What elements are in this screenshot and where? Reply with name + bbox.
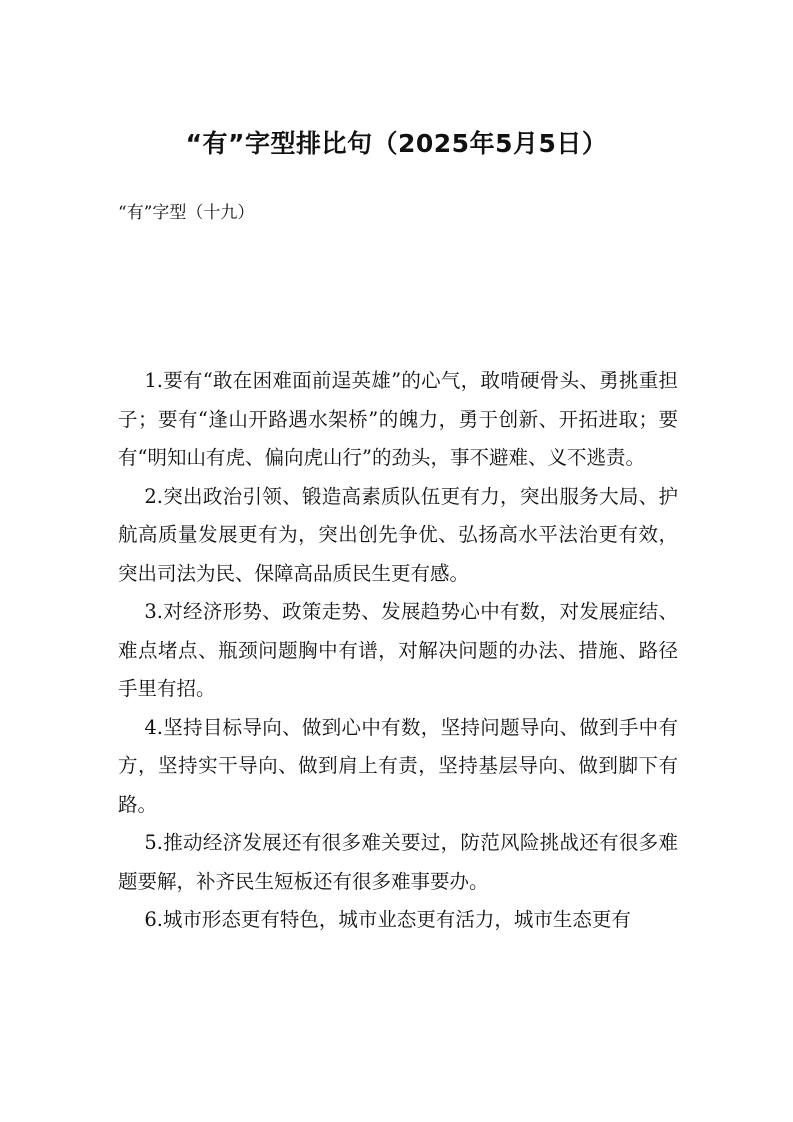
document-title: “有”字型排比句（2025年5月5日） (185, 129, 608, 158)
paragraph-2: 2.突出政治引领、锻造高素质队伍更有力，突出服务大局、护航高质量发展更有为，突出创先争优、弘扬高水平法治更有效，突出司法为民、保障高品质民生更有感。 (118, 484, 678, 585)
paragraph-6: 6.城市形态更有特色，城市业态更有活力，城市生态更有 (144, 908, 631, 931)
paragraph-4: 4.坚持目标导向、做到心中有数，坚持问题导向、做到手中有方，坚持实干导向、做到肩上有责，坚持基层导向、做到脚下有路。 (118, 715, 678, 816)
paragraph-1: 1.要有“敢在困难面前逞英雄”的心气，敢啃硬骨头、勇挑重担子；要有“逢山开路遇水架桥”的魄力，勇于创新、开拓进取；要有“明知山有虎、偏向虎山行”的劲头，事不避难、义不逃责。 (118, 369, 678, 469)
document-subtitle: “有”字型（十九） (118, 203, 255, 223)
paragraph-5: 5.推动经济发展还有很多难关要过，防范风险挑战还有很多难题要解，补齐民生短板还有很多难事要办。 (118, 831, 678, 893)
paragraph-3: 3.对经济形势、政策走势、发展趋势心中有数，对发展症结、难点堵点、瓶颈问题胸中有谱，对解决问题的办法、措施、路径手里有招。 (118, 600, 678, 700)
document-body (118, 362, 678, 940)
